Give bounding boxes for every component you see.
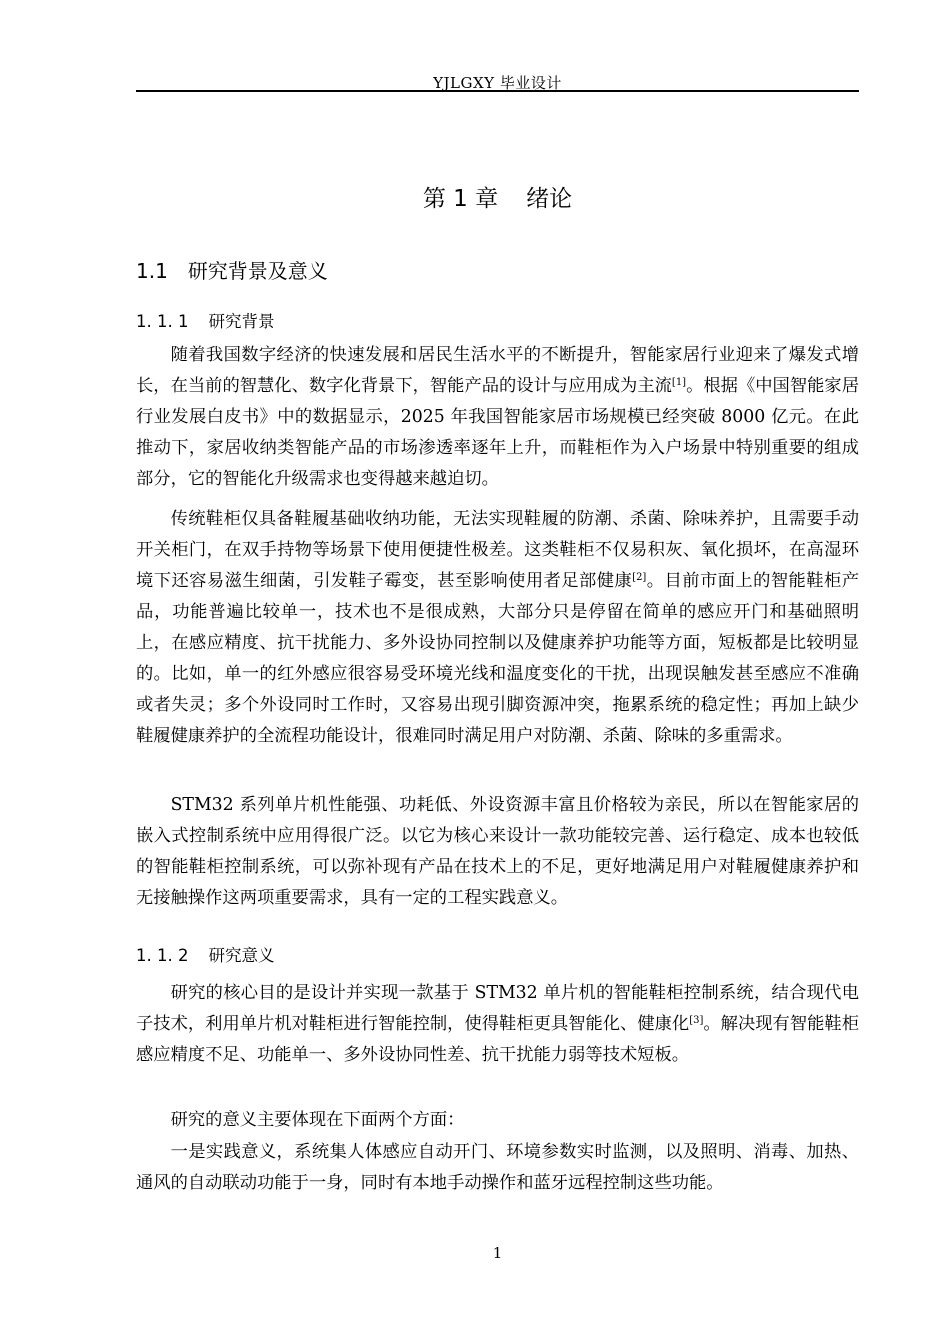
paragraph-text: 一是实践意义，系统集人体感应自动开门、环境参数实时监测，以及照明、消毒、加热、通风的自动联动功能于一身，同时有本地手动操作和蓝牙远程控制这些功能。 xyxy=(136,1142,859,1193)
chapter-title xyxy=(136,180,859,213)
paragraph-text: 研究的意义主要体现在下面两个方面： xyxy=(170,1110,465,1130)
header-rule xyxy=(136,90,859,92)
paragraph-significance-2 xyxy=(136,1105,859,1136)
paragraph-background-3 xyxy=(136,790,859,914)
paragraph-significance-1 xyxy=(136,978,859,1071)
subsection-title: 研究背景 xyxy=(208,312,275,331)
paragraph-text: 。目前市面上的智能鞋柜产品，功能普遍比较单一，技术也不是很成熟，大部分只是停留在简单的感应开门和基础照明上，在感应精度、抗干扰能力、多外设协同控制以及健康养护功能等方面，短板都是比较明显的。比如，单一的红外感应很容易受环境光线和温度变化的干扰，出现误触发甚至感应不准确或者失灵；多个外设同时工作时，又容易出现引脚资源冲突，拖累系统的稳定性；再加上缺少鞋履健康养护的全流程功能设计，很难同时满足用户对防潮、杀菌、除味的多重需求。 xyxy=(136,571,859,746)
subsection-number: 1. 1. 1 xyxy=(136,312,189,331)
section-heading-1-1 xyxy=(136,255,328,284)
page-header: YJLGXY 毕业设计 xyxy=(433,74,562,92)
paragraph-text: 。根据《中国智能家居行业发展白皮书》中的数据显示，2025 年我国智能家居市场规模已经突破 8000 亿元。在此推动下，家居收纳类智能产品的市场渗透率逐年上升，而鞋柜作为入户场景中特别重要的组成部分，它的智能化升级需求也变得越来越迫切。 xyxy=(136,376,859,489)
paragraph-text: 传统鞋柜仅具备鞋履基础收纳功能，无法实现鞋履的防潮、杀菌、除味养护，且需要手动开关柜门，在双手持物等场景下使用便捷性极差。这类鞋柜不仅易积灰、氧化损坏，在高湿环境下还容易滋生细菌，引发鞋子霉变，甚至影响使用者足部健康 xyxy=(136,509,859,591)
subsection-heading-1-1-1 xyxy=(136,308,274,332)
page-number: 1 xyxy=(492,1244,503,1262)
citation-ref: [1] xyxy=(671,377,687,388)
chapter-name: 绪论 xyxy=(526,186,573,212)
paragraph-significance-3 xyxy=(136,1137,859,1199)
citation-ref: [3] xyxy=(689,1015,704,1026)
chapter-number: 第 1 章 xyxy=(422,186,499,212)
paragraph-background-1 xyxy=(136,340,859,495)
subsection-number: 1. 1. 2 xyxy=(136,946,189,965)
citation-ref: [2] xyxy=(632,572,647,583)
section-title: 研究背景及意义 xyxy=(187,259,328,283)
paragraph-text: STM32 系列单片机性能强、功耗低、外设资源丰富且价格较为亲民，所以在智能家居的嵌入式控制系统中应用得很广泛。以它为核心来设计一款功能较完善、运行稳定、成本也较低的智能鞋柜控制系统，可以弥补现有产品在技术上的不足，更好地满足用户对鞋履健康养护和无接触操作这两项重要需求，具有一定的工程实践意义。 xyxy=(136,795,859,908)
paragraph-background-2 xyxy=(136,504,859,752)
paragraph-text: 研究的核心目的是设计并实现一款基于 STM32 单片机的智能鞋柜控制系统，结合现代电子技术，利用单片机对鞋柜进行智能控制，使得鞋柜更具智能化、健康化 xyxy=(136,983,859,1034)
subsection-heading-1-1-2 xyxy=(136,942,274,966)
subsection-title: 研究意义 xyxy=(208,946,275,965)
paragraph-text: 随着我国数字经济的快速发展和居民生活水平的不断提升，智能家居行业迎来了爆发式增长，在当前的智慧化、数字化背景下，智能产品的设计与应用成为主流 xyxy=(136,345,859,396)
section-number: 1.1 xyxy=(136,259,168,283)
paragraph-text: 。解决现有智能鞋柜感应精度不足、功能单一、多外设协同性差、抗干扰能力弱等技术短板。 xyxy=(136,1014,859,1065)
